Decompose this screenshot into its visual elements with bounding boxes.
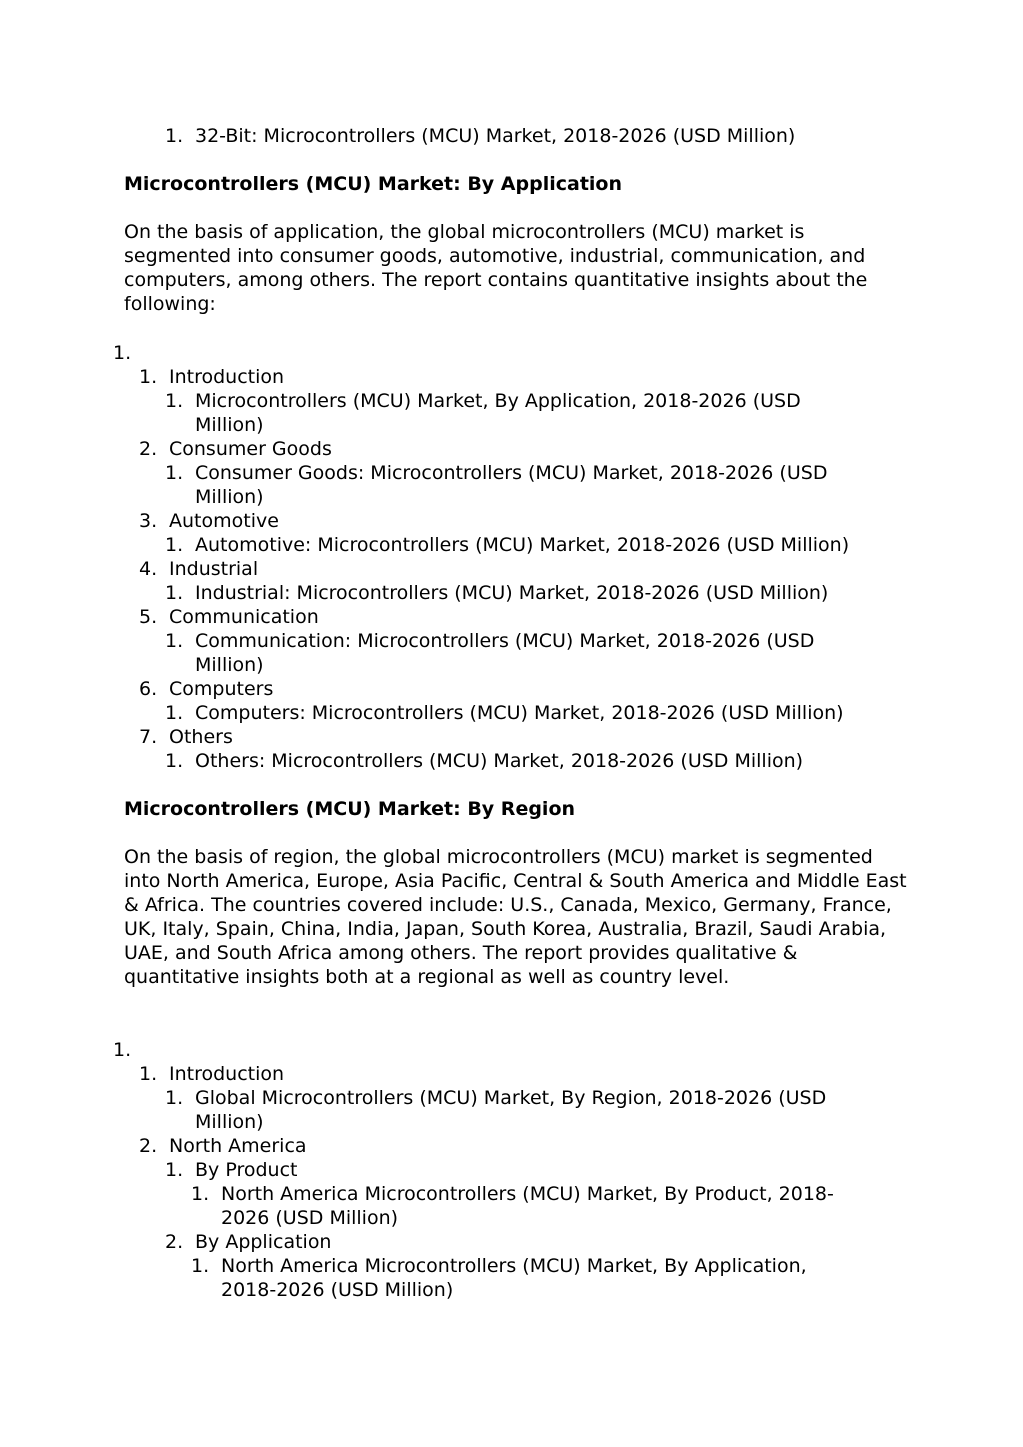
list-item-text: Others: Microcontrollers (MCU) Market, 2018-2026 (USD Million) (195, 750, 804, 772)
list-number: 1. (139, 1063, 158, 1085)
list-number: 1. (165, 750, 184, 772)
list-number: 7. (139, 726, 158, 748)
list-number: 1. (165, 702, 184, 724)
list-item-label: By Application (195, 1231, 332, 1253)
list-number: 3. (139, 510, 158, 532)
list-item-text-continued: Million) (195, 1111, 264, 1133)
list-number: 1. (165, 582, 184, 604)
list-item-text: Consumer Goods: Microcontrollers (MCU) Market, 2018-2026 (USD (195, 462, 828, 484)
list-item-text: Automotive: Microcontrollers (MCU) Market, 2018-2026 (USD Million) (195, 534, 850, 556)
list-item-label: Others (169, 726, 233, 748)
list-item-label: North America (169, 1135, 307, 1157)
list-number: 1. (113, 1039, 132, 1061)
list-item-label: Communication (169, 606, 319, 628)
section-heading-region: Microcontrollers (MCU) Market: By Region (124, 798, 576, 820)
list-number: 1. (191, 1255, 210, 1277)
section-heading-application: Microcontrollers (MCU) Market: By Application (124, 173, 622, 195)
list-item-text: North America Microcontrollers (MCU) Market, By Application, (221, 1255, 807, 1277)
list-number: 1. (165, 390, 184, 412)
list-item-text: Industrial: Microcontrollers (MCU) Market, 2018-2026 (USD Million) (195, 582, 829, 604)
list-item-text-continued: Million) (195, 414, 264, 436)
list-item-label: By Product (195, 1159, 298, 1181)
list-number: 1. (165, 1159, 184, 1181)
list-item-label: Consumer Goods (169, 438, 332, 460)
list-number: 6. (139, 678, 158, 700)
list-item-text: Global Microcontrollers (MCU) Market, By Region, 2018-2026 (USD (195, 1087, 827, 1109)
list-number: 1. (165, 534, 184, 556)
list-item-text-continued: 2026 (USD Million) (221, 1207, 399, 1229)
list-number: 1. (113, 342, 132, 364)
list-item-text: Communication: Microcontrollers (MCU) Market, 2018-2026 (USD (195, 630, 815, 652)
list-item-label: Computers (169, 678, 274, 700)
list-item-text: Microcontrollers (MCU) Market, By Application, 2018-2026 (USD (195, 390, 801, 412)
list-number: 2. (165, 1231, 184, 1253)
list-number: 4. (139, 558, 158, 580)
list-number: 1. (165, 630, 184, 652)
list-item-text: 32-Bit: Microcontrollers (MCU) Market, 2018-2026 (USD Million) (195, 125, 796, 147)
list-item-text-continued: 2018-2026 (USD Million) (221, 1279, 454, 1301)
list-number: 1. (165, 462, 184, 484)
list-number: 1. (139, 366, 158, 388)
section-paragraph-application: On the basis of application, the global microcontrollers (MCU) market is segmented into consumer goods, automotive, industrial, communication, and computers, among others. The report contains quantitative insights about the following: (124, 221, 868, 315)
list-item-text: Computers: Microcontrollers (MCU) Market, 2018-2026 (USD Million) (195, 702, 844, 724)
list-number: 1. (191, 1183, 210, 1205)
list-item-label: Industrial (169, 558, 259, 580)
list-item-label: Introduction (169, 366, 285, 388)
list-item-text-continued: Million) (195, 486, 264, 508)
list-number: 1. (165, 1087, 184, 1109)
list-number: 1. (165, 125, 184, 147)
list-number: 2. (139, 1135, 158, 1157)
list-item-label: Introduction (169, 1063, 285, 1085)
list-item-text-continued: Million) (195, 654, 264, 676)
section-paragraph-region: On the basis of region, the global microcontrollers (MCU) market is segmented into North America, Europe, Asia Pacific, Central & South America and Middle East & Africa. The countries covered include: U.S., Canada, Mexico, Germany, France, UK, Italy, Spain, China, India, Japan, South Korea, Australia, Brazil, Saudi Arabia, UAE, and South Africa among others. The report provides qualitative & quantitative insights both at a regional as well as country level. (124, 846, 907, 988)
list-number: 5. (139, 606, 158, 628)
list-item-label: Automotive (169, 510, 279, 532)
list-item-text: North America Microcontrollers (MCU) Market, By Product, 2018- (221, 1183, 834, 1205)
list-number: 2. (139, 438, 158, 460)
